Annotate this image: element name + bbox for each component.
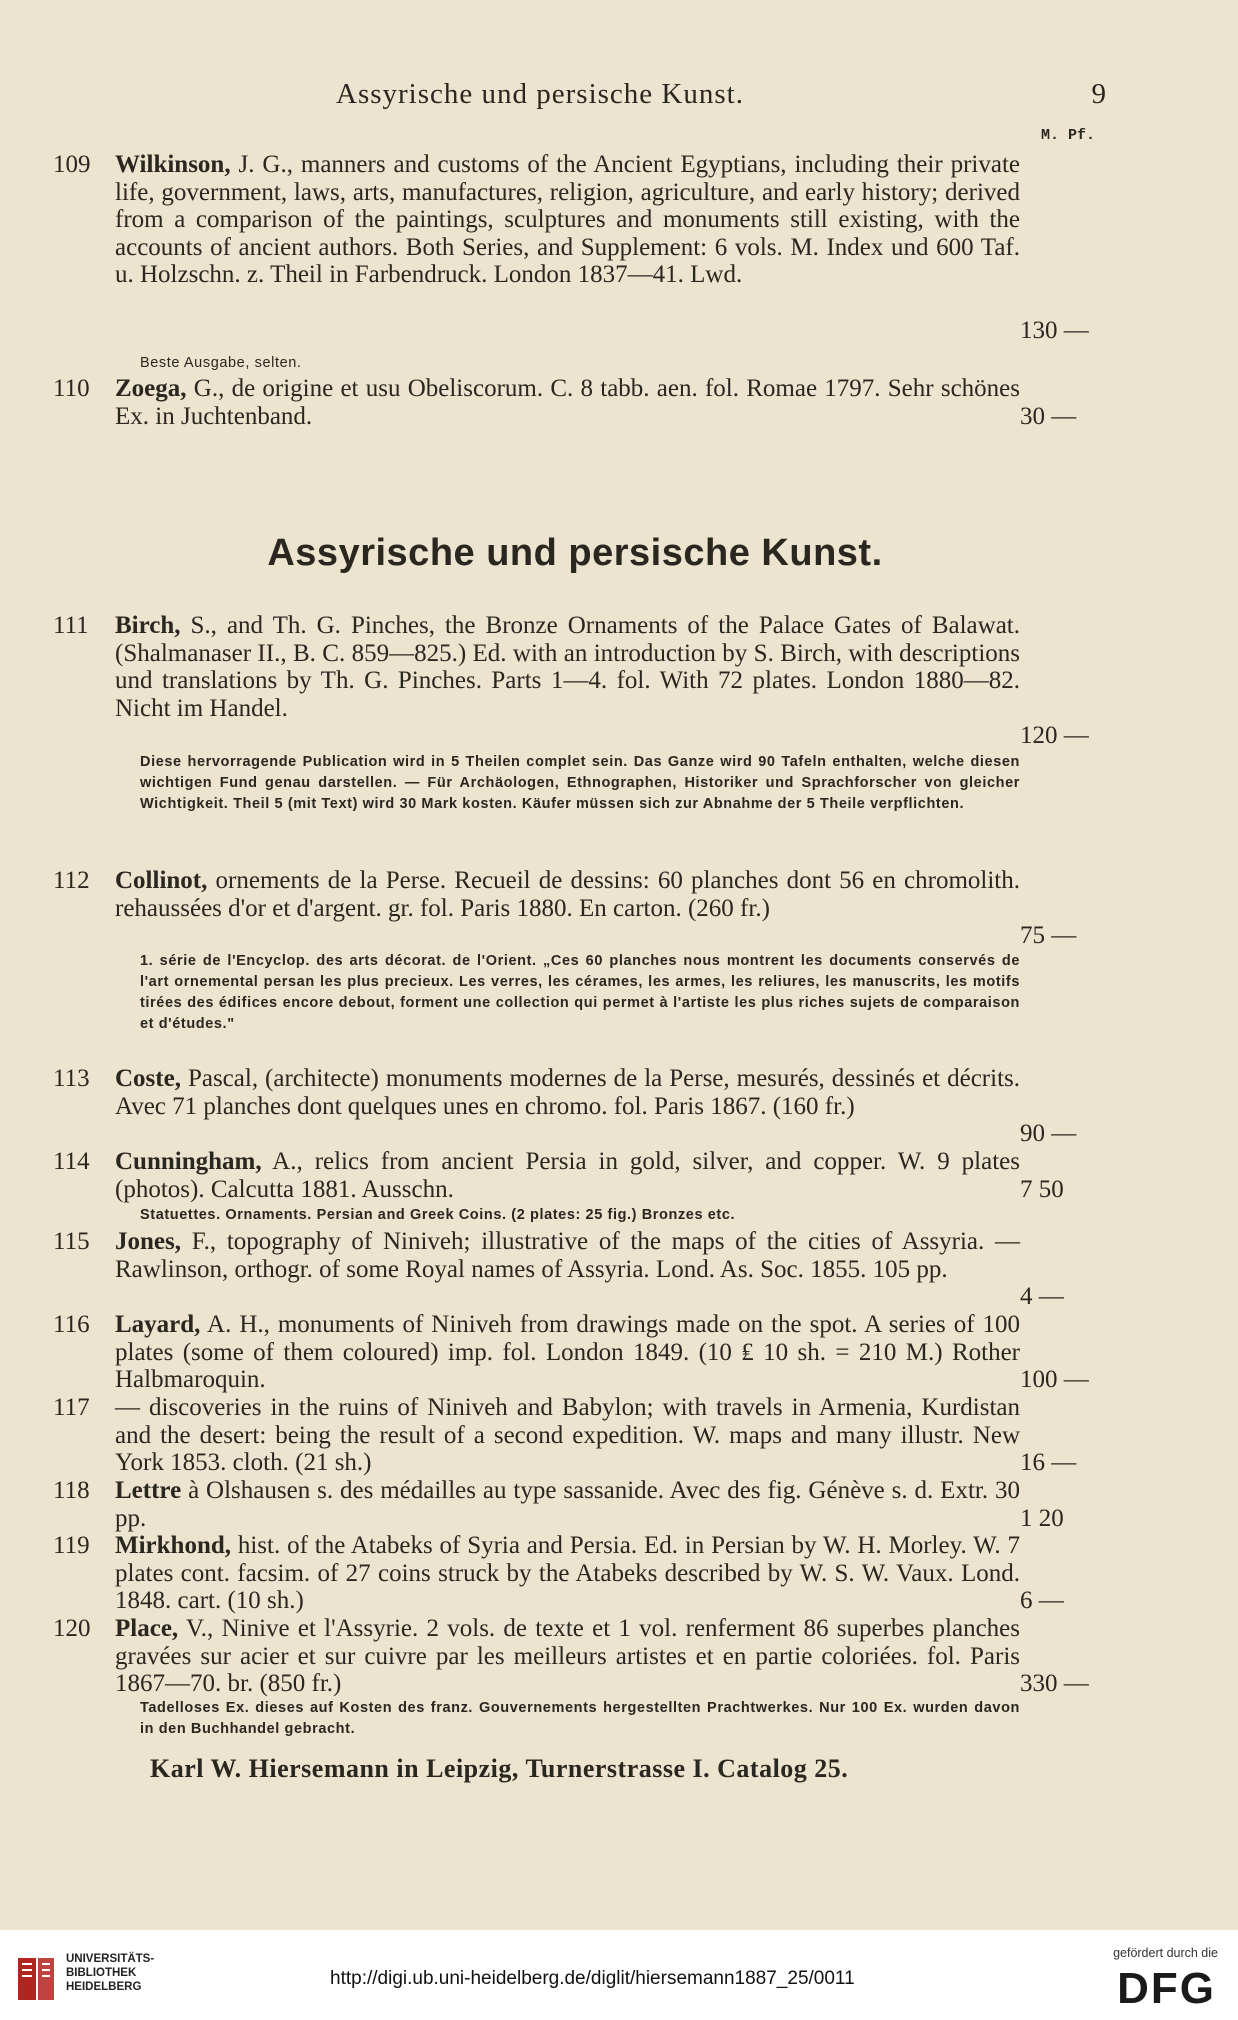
catalog-footer: Karl W. Hiersemann in Leipzig, Turnerstrasse I. Catalog 25. — [150, 1754, 849, 1783]
entry-author: Birch, — [115, 612, 181, 639]
entry-price: 6 — — [1020, 1587, 1064, 1614]
entry-number: 117 — [53, 1394, 90, 1421]
entry-text — [115, 867, 1020, 922]
section-title: Assyrische und persische Kunst. — [267, 532, 883, 574]
dfg-caption: gefördert durch die — [1113, 1946, 1218, 1960]
uni-name-line-2: BIBLIOTHEK — [66, 1967, 137, 1979]
page-number: 9 — [1091, 78, 1106, 110]
entry-price: 100 — — [1020, 1366, 1089, 1393]
entry-text — [115, 1311, 1020, 1394]
entry-description: A. H., monuments of Niniveh from drawings made on the spot. A series of 100 plates (some of them coloured) imp. fol. London 1849. (10 ₤ 10 sh. = 210 M.) Rother Halbmaroquin. — [115, 1311, 1020, 1394]
entry-description: F., topography of Niniveh; illustrative of the maps of the cities of Assyria. — Rawlinson, orthogr. of some Royal names of Assyria. Lond. As. Soc. 1855. 105 pp. — [115, 1228, 1020, 1283]
entry-author: Jones, — [115, 1228, 181, 1255]
currency-header: M. Pf. — [1040, 127, 1095, 144]
entry-author: Lettre — [115, 1477, 182, 1504]
entry-price: 4 — — [1020, 1283, 1064, 1310]
entry-text — [115, 375, 1020, 430]
entry-price: 90 — — [1020, 1120, 1077, 1147]
entry-number: 114 — [53, 1148, 90, 1175]
viewer-footer-bar — [0, 1930, 1238, 2020]
entry-price: 120 — — [1020, 722, 1089, 749]
running-head: Assyrische und persische Kunst. — [336, 78, 744, 110]
university-library-name — [66, 1952, 154, 1994]
entry-number: 115 — [53, 1228, 90, 1255]
entry-note: Beste Ausgabe, selten. — [140, 355, 302, 371]
entry-description: A., relics from ancient Persia in gold, silver, and copper. W. 9 plates (photos). Calcutta 1881. Ausschn. — [115, 1148, 1020, 1203]
entry-number: 110 — [53, 375, 90, 402]
entry-note: 1. série de l'Encyclop. des arts décorat. de l'Orient. „Ces 60 planches nous montrent les documents conservés de l'art ornemental persan les plus precieux. Les verres, les cérames, les armes, les reliures, les manuscrits, les motifs tirées des édifices encore debout, forment une collection qui permet à l'artiste les plus riches sujets de comparaison et d'études." — [140, 953, 1020, 1032]
entry-description: — discoveries in the ruins of Niniveh and Babylon; with travels in Armenia, Kurdistan and the desert: being the result of a second expedition. W. maps and many illustr. New York 1853. cloth. (21 sh.) — [115, 1394, 1020, 1477]
entry-number: 116 — [53, 1311, 90, 1338]
entry-note: Diese hervorragende Publication wird in 5 Theilen complet sein. Das Ganze wird 90 Tafeln enthalten, welche diesen wichtigen Fund genau darstellen. — Für Archäologen, Ethnographen, Historiker und Sprachforscher von gleicher Wichtigkeit. Theil 5 (mit Text) wird 30 Mark kosten. Käufer müssen sich zur Abnahme der 5 Theile verpflichten. — [140, 754, 1020, 812]
entry-author: Wilkinson, — [115, 151, 231, 178]
entry-text — [115, 1065, 1020, 1120]
entry-price: 130 — — [1020, 317, 1089, 344]
entry-note: Statuettes. Ornaments. Persian and Greek Coins. (2 plates: 25 fig.) Bronzes etc. — [140, 1207, 736, 1223]
entry-number: 113 — [53, 1065, 90, 1092]
source-url-link[interactable]: http://digi.ub.uni-heidelberg.de/diglit/hiersemann1887_25/0011 — [330, 1968, 855, 1989]
entry-text — [115, 1532, 1020, 1615]
entry-text — [115, 151, 1020, 289]
entry-description: J. G., manners and customs of the Ancient Egyptians, including their private life, government, laws, arts, manufactures, religion, agriculture, and early history; derived from a comparison of the paintings, sculptures and monuments still existing, with the accounts of ancient authors. Both Series, and Supplement: 6 vols. M. Index und 600 Taf. u. Holzschn. z. Theil in Farbendruck. London 1837—41. Lwd. — [115, 151, 1020, 289]
entry-price: 1 20 — [1020, 1505, 1064, 1532]
entry-number: 111 — [53, 612, 89, 639]
entry-price: 7 50 — [1020, 1176, 1064, 1203]
entry-description: G., de origine et usu Obeliscorum. C. 8 tabb. aen. fol. Romae 1797. Sehr schönes Ex. in Juchtenband. — [115, 375, 1020, 430]
entry-price: 75 — — [1020, 922, 1077, 949]
entry-text — [115, 1228, 1020, 1283]
entry-text — [115, 1148, 1020, 1203]
uni-name-line-3: HEIDELBERG — [66, 1981, 142, 1993]
entry-author: Place, — [115, 1615, 179, 1642]
entry-text — [115, 1477, 1020, 1532]
entry-description: ornements de la Perse. Recueil de dessins: 60 planches dont 56 en chromolith. rehaussées d'or et d'argent. gr. fol. Paris 1880. En carton. (260 fr.) — [115, 867, 1020, 922]
entry-text — [115, 1615, 1020, 1698]
entry-description: à Olshausen s. des médailles au type sassanide. Avec des fig. Génève s. d. Extr. 30 pp. — [115, 1477, 1020, 1532]
entry-author: Layard, — [115, 1311, 201, 1338]
entry-author: Mirkhond, — [115, 1532, 232, 1559]
uni-name-line-1: UNIVERSITÄTS- — [66, 1953, 155, 1965]
entry-description: Pascal, (architecte) monuments modernes de la Perse, mesurés, dessinés et décrits. Avec 71 planches dont quelques unes en chromo. fol. Paris 1867. (160 fr.) — [115, 1065, 1020, 1120]
entry-author: Coste, — [115, 1065, 181, 1092]
entry-author: Cunningham, — [115, 1148, 262, 1175]
entry-author: Zoega, — [115, 375, 187, 402]
entry-text — [115, 1394, 1020, 1477]
entry-price: 30 — — [1020, 403, 1077, 430]
entry-description: S., and Th. G. Pinches, the Bronze Ornaments of the Palace Gates of Balawat. (Shalmanaser II., B. C. 859—825.) Ed. with an introduction by S. Birch, with descriptions und translations by Th. G. Pinches. Parts 1—4. fol. With 72 plates. London 1880—82. Nicht im Handel. — [115, 612, 1020, 722]
university-library-logo[interactable] — [14, 1954, 58, 2004]
entry-note: Tadelloses Ex. dieses auf Kosten des franz. Gouvernements hergestellten Prachtwerkes. Nur 100 Ex. wurden davon in den Buchhandel gebracht. — [140, 1700, 1020, 1737]
entry-description: V., Ninive et l'Assyrie. 2 vols. de texte et 1 vol. renferment 86 superbes planches gravées sur acier et sur cuivre par les meilleurs artistes et en partie coloriées. fol. Paris 1867—70. br. (850 fr.) — [115, 1615, 1020, 1698]
entry-number: 118 — [53, 1477, 90, 1504]
entry-number: 120 — [53, 1615, 91, 1642]
entry-description: hist. of the Atabeks of Syria and Persia. Ed. in Persian by W. H. Morley. W. 7 plates cont. facsim. of 27 coins struck by the Atabeks described by W. S. W. Vaux. Lond. 1848. cart. (10 sh.) — [115, 1532, 1020, 1615]
entry-text — [115, 612, 1020, 722]
entry-number: 112 — [53, 867, 90, 894]
entry-author: Collinot, — [115, 867, 208, 894]
entry-price: 330 — — [1020, 1670, 1089, 1697]
entry-number: 119 — [53, 1532, 90, 1559]
entry-number: 109 — [53, 151, 91, 178]
dfg-logo[interactable]: DFG — [1117, 1964, 1216, 2013]
entry-price: 16 — — [1020, 1449, 1077, 1476]
